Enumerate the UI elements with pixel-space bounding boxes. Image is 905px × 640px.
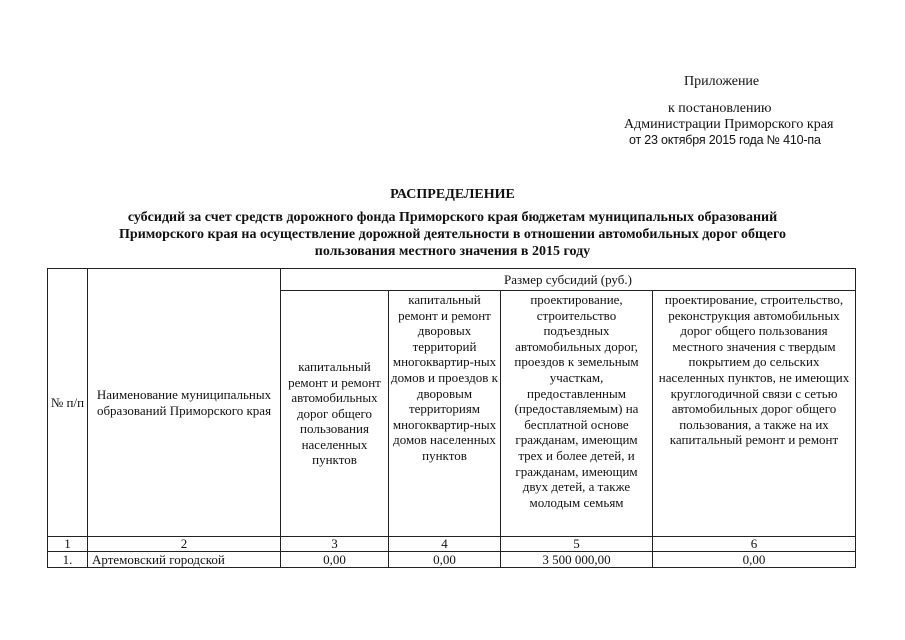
row-value-courtyards-repair: 0,00 xyxy=(389,552,501,568)
row-value-roads-repair: 0,00 xyxy=(281,552,389,568)
header-col-access-roads-design: проектирование, строительство подъездных автомобильных дорог, проездов к земельным участкам, предоставленным (предоставляемым) на бесплатной основе гражданам, имеющим трех и более детей, и гражданам, имеющим двух детей, а также молодым семьям xyxy=(501,291,653,537)
header-col-courtyards-repair: капитальный ремонт и ремонт дворовых территорий многоквартир-ных домов и проездов к дворовым территориям многоквартир-ных домов населенных пунктов xyxy=(389,291,501,537)
header-col-rural-roads-design: проектирование, строительство, реконструкция автомобильных дорог общего пользования местного значения с твердым покрытием до сельских населенных пунктов, не имеющих круглогодичной связи с сетью автомобильных дорог общего пользования, а также на их капитальный ремонт и ремонт xyxy=(653,291,856,537)
header-num: № п/п xyxy=(48,269,88,537)
appendix-line-administration: Администрации Приморского края xyxy=(624,117,834,132)
subsidy-distribution-table xyxy=(47,268,856,568)
column-number: 3 xyxy=(281,537,389,552)
column-number: 1 xyxy=(48,537,88,552)
header-municipality-name: Наименование муниципальных образований Приморского края xyxy=(88,269,281,537)
appendix-line-decree: к постановлению xyxy=(668,101,772,116)
column-number: 2 xyxy=(88,537,281,552)
row-value-access-roads-design: 3 500 000,00 xyxy=(501,552,653,568)
document-subtitle-line-1: субсидий за счет средств дорожного фонда Приморского края бюджетам муниципальных образований xyxy=(127,210,778,225)
appendix-line-date-number: от 23 октября 2015 года № 410-па xyxy=(629,133,821,147)
appendix-title: Приложение xyxy=(684,74,760,89)
document-title: РАСПРЕДЕЛЕНИЕ xyxy=(390,187,515,202)
column-number: 6 xyxy=(653,537,856,552)
document-subtitle-line-3: пользования местного значения в 2015 году xyxy=(314,244,591,259)
table-header-row-1 xyxy=(48,269,856,291)
column-number: 4 xyxy=(389,537,501,552)
table-column-numbers-row xyxy=(48,537,856,552)
document-subtitle-line-2: Приморского края на осуществление дорожной деятельности в отношении автомобильных дорог общего xyxy=(119,227,786,242)
table-row xyxy=(48,552,856,568)
column-number: 5 xyxy=(501,537,653,552)
row-num: 1. xyxy=(48,552,88,568)
row-value-rural-roads-design: 0,00 xyxy=(653,552,856,568)
header-subsidy-size-group: Размер субсидий (руб.) xyxy=(281,269,856,291)
header-col-roads-repair: капитальный ремонт и ремонт автомобильных дорог общего пользования населенных пунктов xyxy=(281,291,389,537)
row-municipality-name: Артемовский городской xyxy=(88,552,281,568)
